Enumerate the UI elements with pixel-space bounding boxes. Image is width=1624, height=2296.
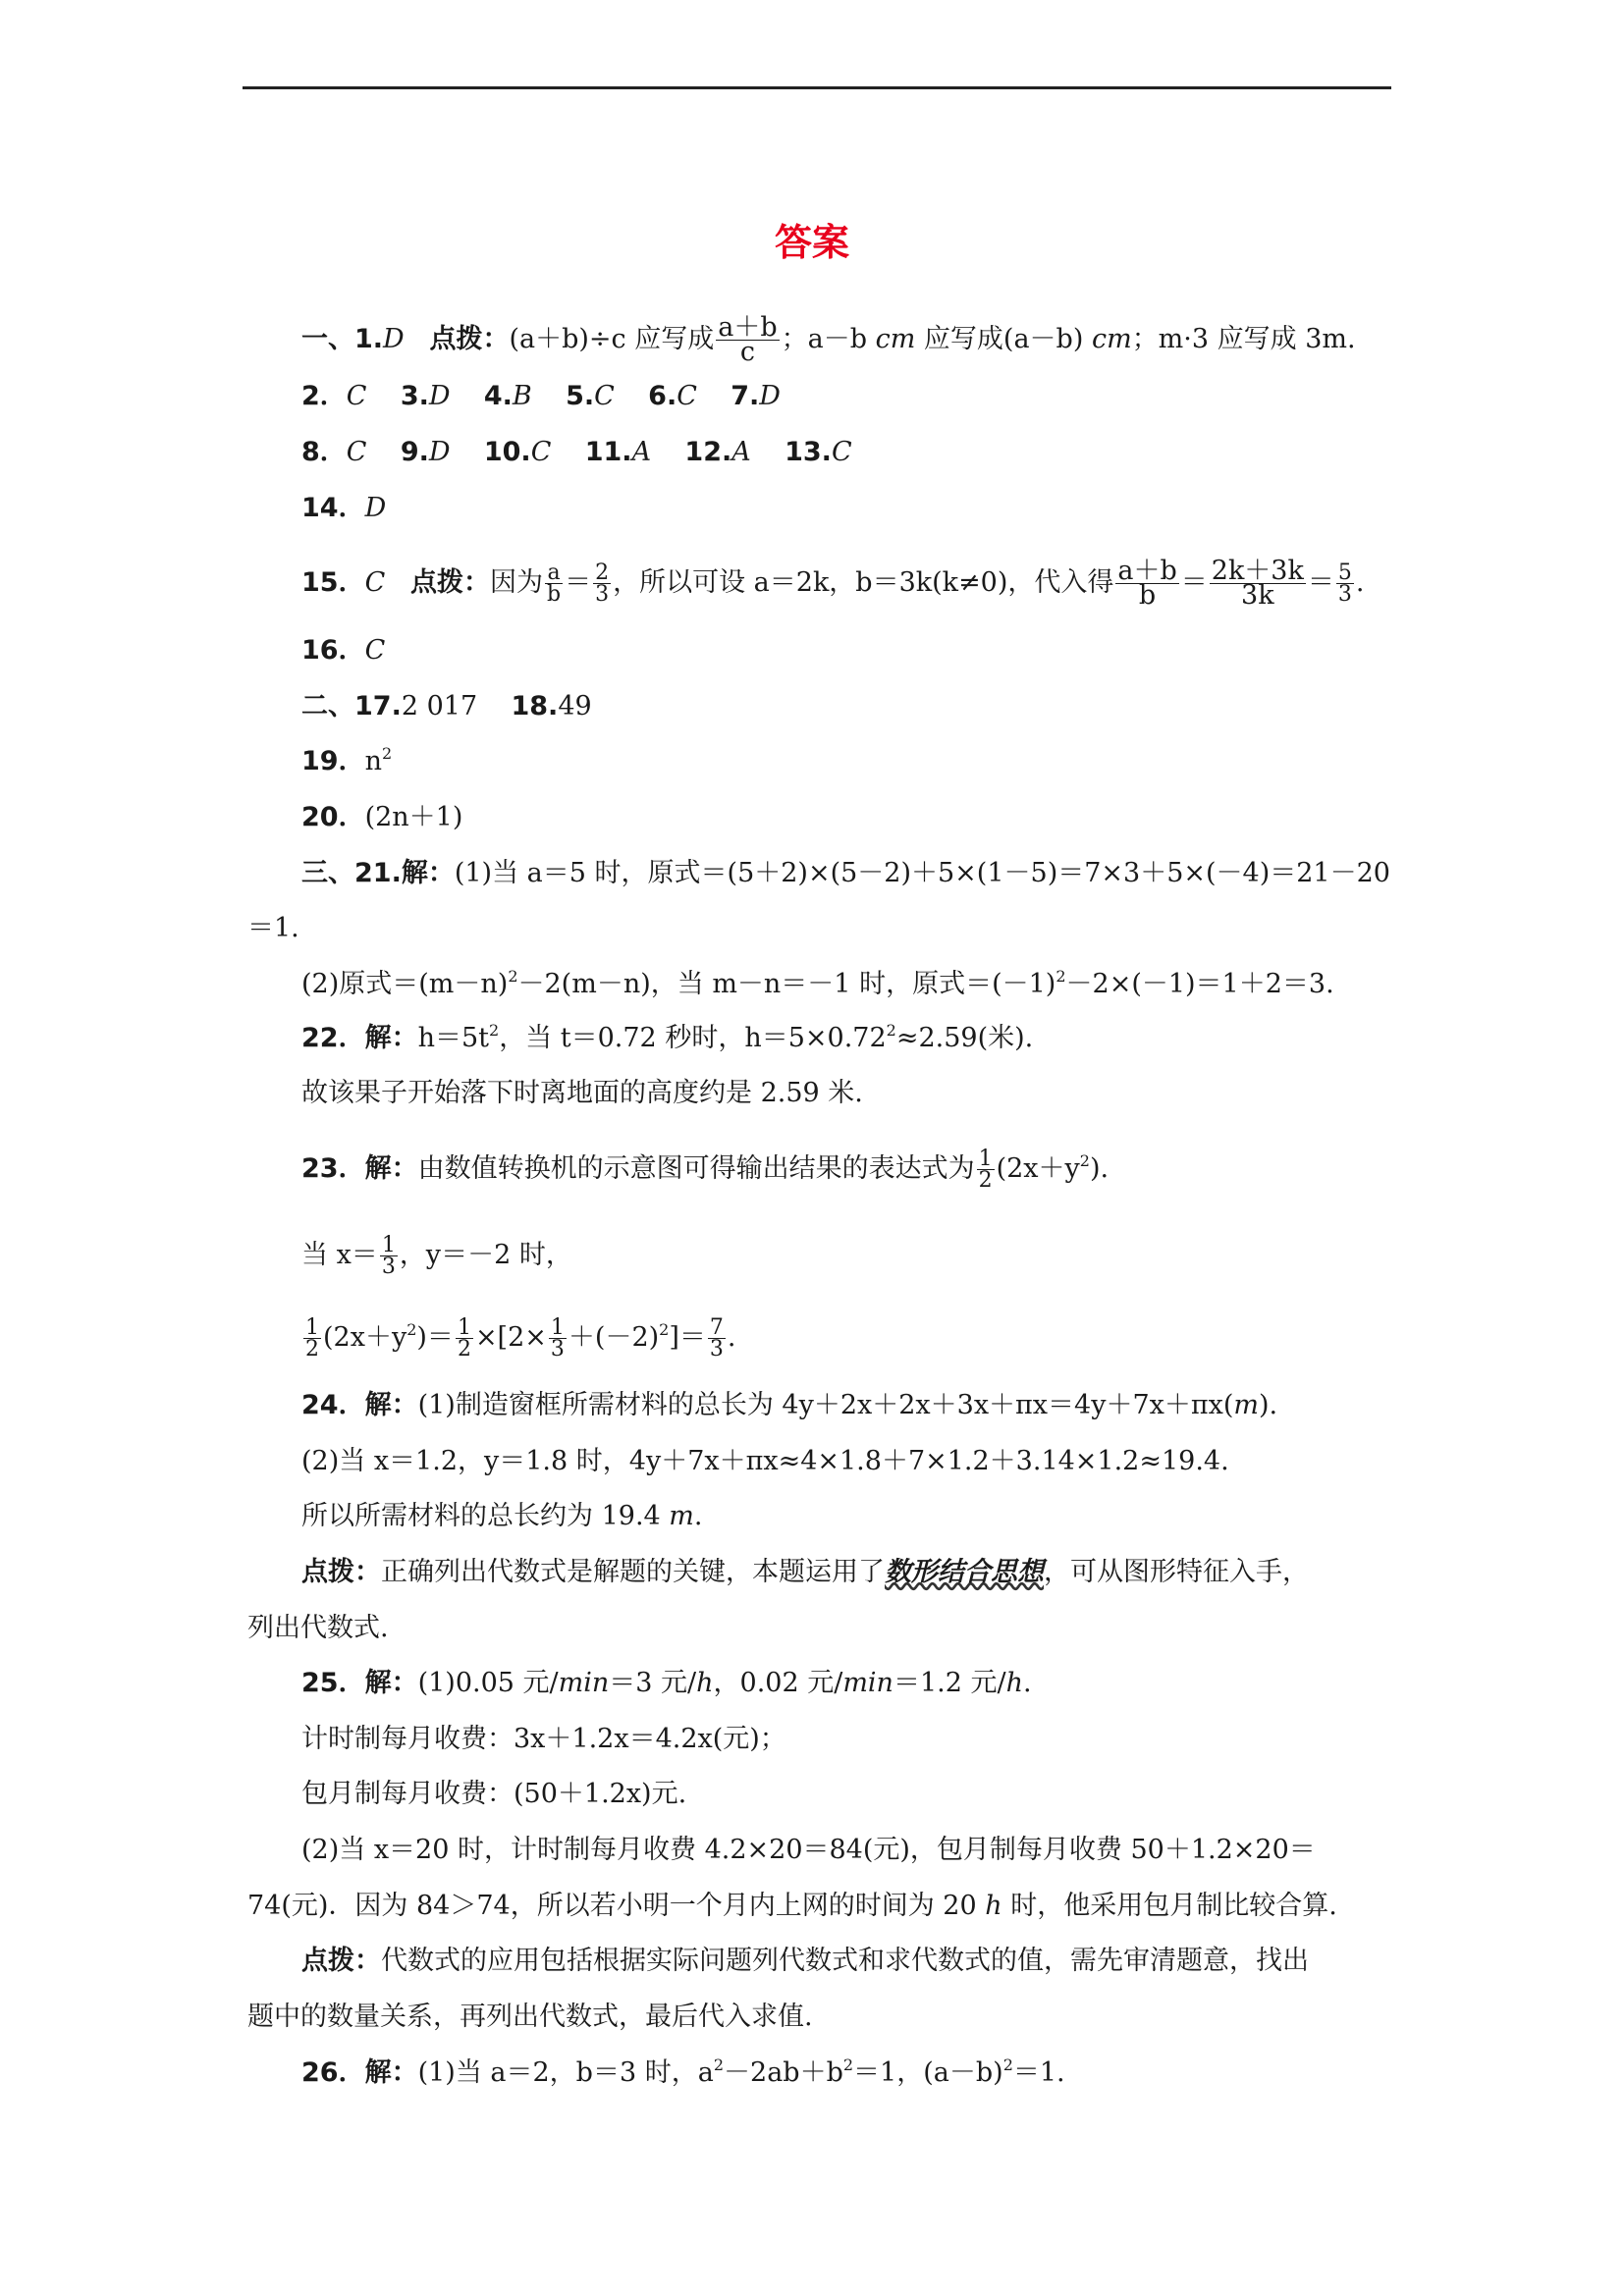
answer-line-22b: 故该果子开始落下时离地面的高度约是 2.59 米.: [301, 1078, 863, 1108]
highlighted-term: 数形结合思想: [885, 1557, 1044, 1587]
answer-line-21c: (2)原式$=(m-n)^2-2(m-n)$，当 m－n＝－1 时，原式$=(-1)^2-2\times(-1)=1+2=3$.: [301, 967, 1334, 999]
answer-line-23a: 23．解：由数值转换机的示意图可得输出结果的表达式为 $\frac{1}{2}$ $(2x+y^2)$.: [301, 1147, 1110, 1193]
answer-line-24b: (2)当 x＝1.2，y＝1.8 时，4y＋7x＋πx≈4×1.8＋7×1.2＋3.14×1.2≈19.4.: [301, 1446, 1229, 1476]
answer-line-23b: 当 x＝ $\frac{1}{3}$ ，y＝－2 时，: [301, 1233, 572, 1279]
page-title: 答案: [774, 221, 849, 264]
answer-line-25b: 计时制每月收费：3x＋1.2x＝4.2x(元)；: [301, 1724, 786, 1754]
answer-line-26: 26．解：(1)当 a＝2，b＝3 时，$a^2-2ab+b^2=1$，$(a-b)^2=1$.: [301, 2056, 1065, 2088]
answer-line-22a: 22．解：$h=5t^2$，当 t＝0.72 秒时，$h=5\times 0.72^2\approx 2.59$(米).: [301, 1021, 1034, 1053]
answer-line-21a: 三、21.解：(1)当 a＝5 时，原式＝(5＋2)×(5－2)＋5×(1－5)＝7×3＋5×(－4)＝21－20: [301, 858, 1390, 888]
answer-line-23c: $\frac{1}{2}$ $(2x+y^2)=$ $\frac{1}{2}$ ×[2× $\frac{1}{3}$ $+(-2)^2]=$ $\frac{7}{3}$ .: [305, 1315, 736, 1362]
answer-line-1: 一、1.D 点拨：(a＋b)÷c 应写成 $\frac{a+b}{c}$ ；a－b cm 应写成(a－b) cm；m·3 应写成 3m.: [301, 312, 1356, 367]
answer-row-19: 19．$n^2$: [301, 744, 393, 776]
answer-line-25a: 25．解：(1)0.05 元/min＝3 元/h，0.02 元/min＝1.2 元/h.: [301, 1668, 1032, 1698]
answer-line-25e: 74(元)．因为 84＞74，所以若小明一个月内上网的时间为 20 h 时，他采用包月制比较合算.: [247, 1891, 1337, 1921]
answer-row-16: 16．C: [301, 635, 386, 666]
answer-line-25c: 包月制每月收费：(50＋1.2x)元.: [301, 1779, 687, 1809]
answer-row-2-7: 2．C 3.D 4.B 5.C 6.C 7.D: [301, 381, 781, 411]
answer-row-8-13: 8．C 9.D 10.C 11.A 12.A 13.C: [301, 437, 852, 467]
answer-line-25d: (2)当 x＝20 时，计时制每月收费 4.2×20＝84(元)，包月制每月收费 50＋1.2×20＝: [301, 1835, 1316, 1865]
answer-row-17-18: 二、17.2 017 18.49: [301, 691, 592, 721]
answer-line-24d: 点拨：正确列出代数式是解题的关键，本题运用了数形结合思想，可从图形特征入手，: [301, 1557, 1309, 1587]
answer-line-24a: 24．解：(1)制造窗框所需材料的总长为 4y＋2x＋2x＋3x＋πx＝4y＋7x＋πx(m).: [301, 1390, 1278, 1420]
answer-row-14: 14．D: [301, 493, 387, 523]
answer-row-20: 20．(2n＋1): [301, 802, 463, 832]
answer-line-21b: ＝1.: [247, 913, 299, 943]
answer-line-25f: 点拨：代数式的应用包括根据实际问题列代数式和求代数式的值，需先审清题意，找出: [301, 1946, 1309, 1976]
header-rule: [243, 86, 1391, 89]
answer-line-15: 15．C 点拨：因为 $\frac{a}{b}$ ＝ $\frac{2}{3}$ ，所以可设 a＝2k，b＝3k(k≠0)，代入得 $\frac{a+b}{b}$ ＝ $\frac{2k+3k}{3k}$ ＝ $\frac{5}{3}$ .: [301, 556, 1365, 611]
answer-line-24c: 所以所需材料的总长约为 19.4 m.: [301, 1501, 703, 1531]
answer-line-24e: 列出代数式.: [247, 1613, 389, 1643]
answer-line-25g: 题中的数量关系，再列出代数式，最后代入求值.: [247, 2002, 813, 2032]
